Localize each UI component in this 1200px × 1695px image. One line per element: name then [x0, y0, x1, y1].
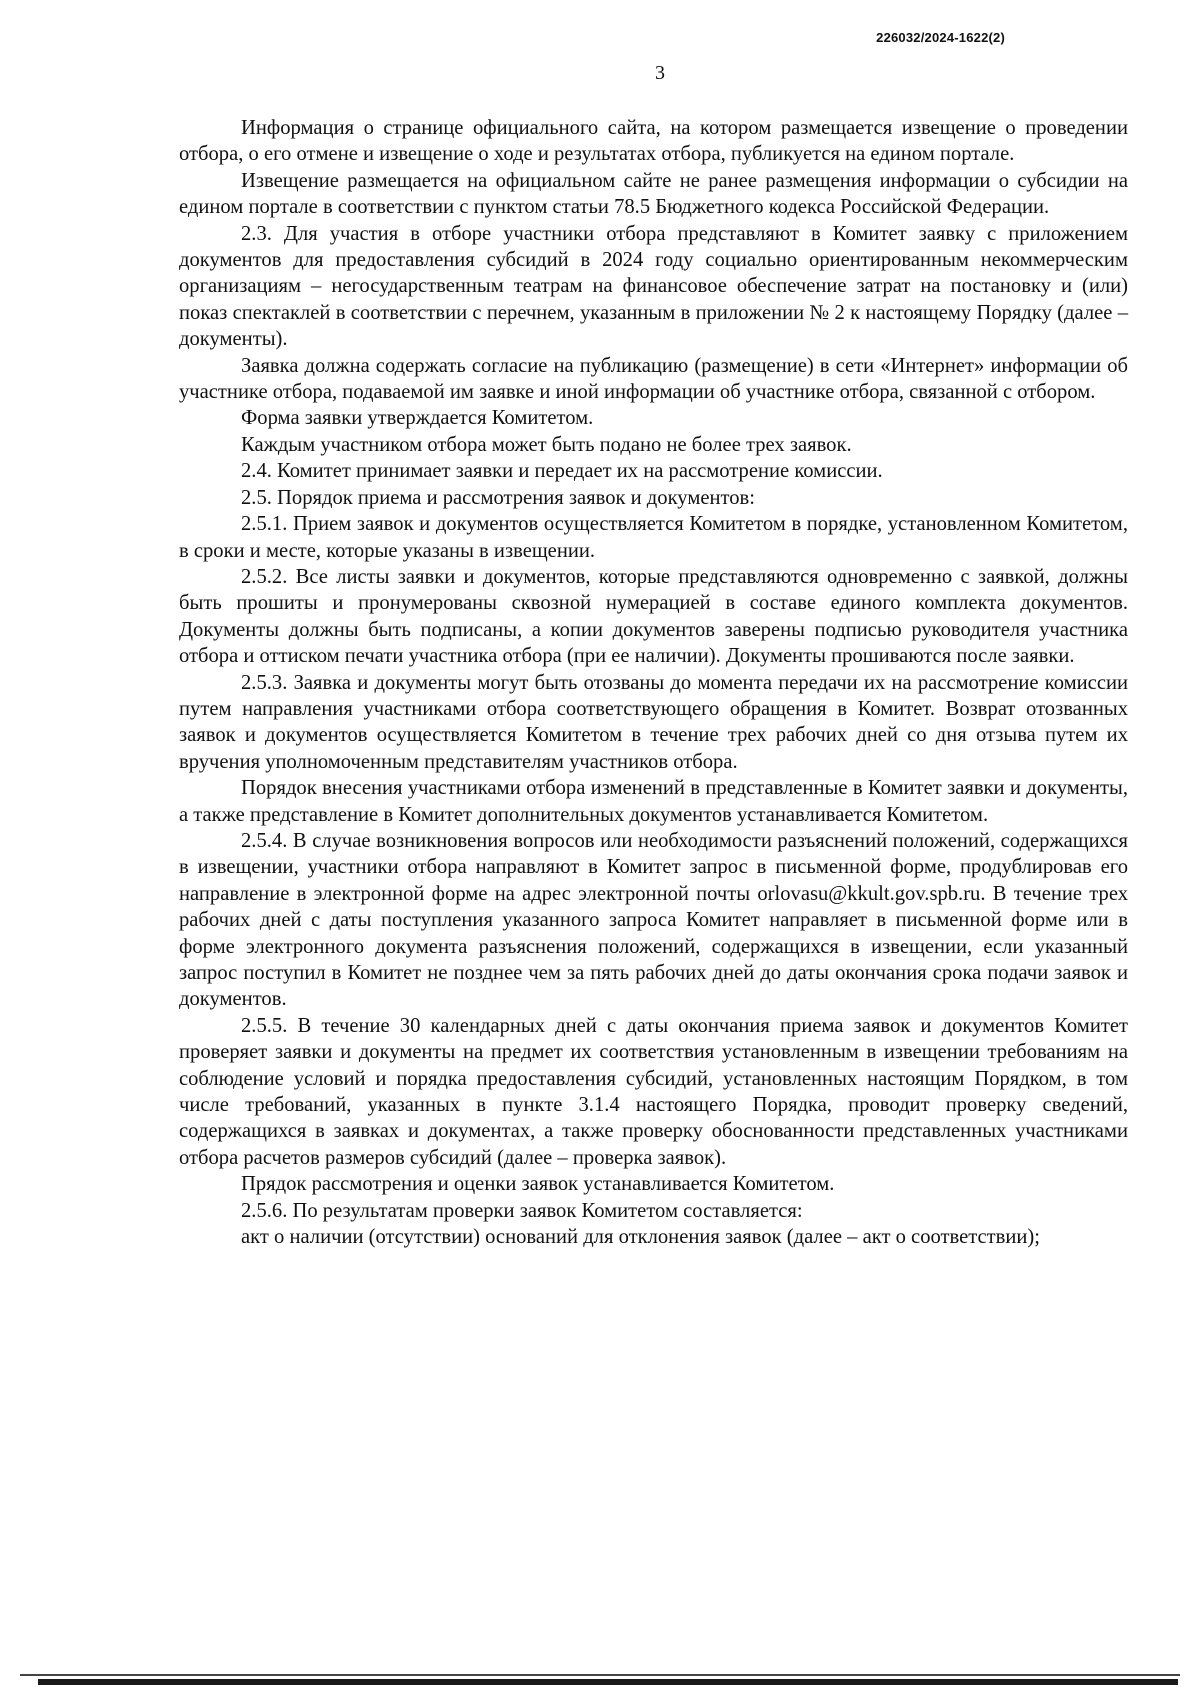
- document-body: [179, 115, 1128, 1250]
- paragraph: 2.5. Порядок приема и рассмотрения заявок и документов:: [241, 486, 755, 509]
- paragraph: 2.5.6. По результатам проверки заявок Комитетом составляется:: [241, 1199, 803, 1222]
- paragraph: 2.5.1. Прием заявок и документов осуществляется Комитетом в порядке, установленном Комитетом, в сроки и месте, которые указаны в извещении.: [179, 513, 1128, 562]
- scan-edge-line: [20, 1674, 1180, 1676]
- scan-bottom-edge: [38, 1679, 1178, 1685]
- paragraph: акт о наличии (отсутствии) оснований для отклонения заявок (далее – акт о соответствии);: [241, 1226, 1040, 1249]
- paragraph: Извещение размещается на официальном сайте не ранее размещения информации о субсидии на едином портале в соответствии с пунктом статьи 78.5 Бюджетного кодекса Российской Федерации.: [179, 169, 1128, 219]
- paragraph: Форма заявки утверждается Комитетом.: [241, 407, 594, 430]
- document-id: 226032/2024-1622(2): [876, 30, 1005, 45]
- paragraph: 2.5.3. Заявка и документы могут быть отозваны до момента передачи их на рассмотрение комиссии путем направления участниками отбора соответствующего обращения в Комитет. Возврат отозванных заявок и документов осуществляется Комитетом в течение трех рабочих дней со дня отзыва путем их вручения уполномоченным представителям участников отбора.: [179, 671, 1128, 773]
- paragraph: 2.5.5. В течение 30 календарных дней с даты окончания приема заявок и документов Комитет проверяет заявки и документы на предмет их соответствия установленным в извещении требованиям на соблюдение условий и порядка предоставления субсидий, установленных настоящим Порядком, в том числе требований, указанных в пункте 3.1.4 настоящего Порядка, проводит проверку сведений, содержащихся в заявках и документах, а также проверку обоснованности представленных участниками отбора расчетов размеров субсидий (далее – проверка заявок).: [179, 1014, 1128, 1169]
- paragraph: Каждым участником отбора может быть подано не более трех заявок.: [241, 433, 852, 456]
- paragraph: Информация о странице официального сайта, на котором размещается извещение о проведении отбора, о его отмене и извещение о ходе и результатах отбора, публикуется на едином портале.: [179, 117, 1128, 166]
- paragraph: 2.3. Для участия в отборе участники отбора представляют в Комитет заявку с приложением документов для предоставления субсидий в 2024 году социально ориентированным некоммерческим организациям – негосударственным театрам на финансовое обеспечение затрат на постановку и (или) показ спектаклей в соответствии с перечнем, указанным в приложении № 2 к настоящему Порядку (далее – документы).: [179, 222, 1128, 351]
- paragraph: Порядок внесения участниками отбора изменений в представленные в Комитет заявки и документы, а также представление в Комитет дополнительных документов устанавливается Комитетом.: [179, 777, 1128, 826]
- paragraph: Заявка должна содержать согласие на публикацию (размещение) в сети «Интернет» информации об участнике отбора, подаваемой им заявке и иной информации об участнике отбора, связанной с отбором.: [179, 354, 1128, 404]
- page-number: 3: [655, 62, 665, 84]
- paragraph: 2.5.2. Все листы заявки и документов, которые представляются одновременно с заявкой, должны быть прошиты и пронумерованы сквозной нумерацией в составе единого комплекта документов. Документы должны быть подписаны, а копии документов заверены подписью руководителя участника отбора и оттиском печати участника отбора (при ее наличии). Документы прошиваются после заявки.: [179, 565, 1128, 668]
- paragraph: 2.5.4. В случае возникновения вопросов или необходимости разъяснений положений, содержащихся в извещении, участники отбора направляют в Комитет запрос в письменной форме, продублировав его направление в электронной форме на адрес электронной почты orlovasu@kkult.gov.spb.ru. В течение трех рабочих дней с даты поступления указанного запроса Комитет направляет в письменной форме или в форме электронного документа разъяснения положений, содержащихся в извещении, если указанный запрос поступил в Комитет не позднее чем за пять рабочих дней до даты окончания срока подачи заявок и документов.: [179, 829, 1128, 1011]
- paragraph: Прядок рассмотрения и оценки заявок устанавливается Комитетом.: [241, 1173, 835, 1196]
- paragraph: 2.4. Комитет принимает заявки и передает их на рассмотрение комиссии.: [241, 460, 883, 483]
